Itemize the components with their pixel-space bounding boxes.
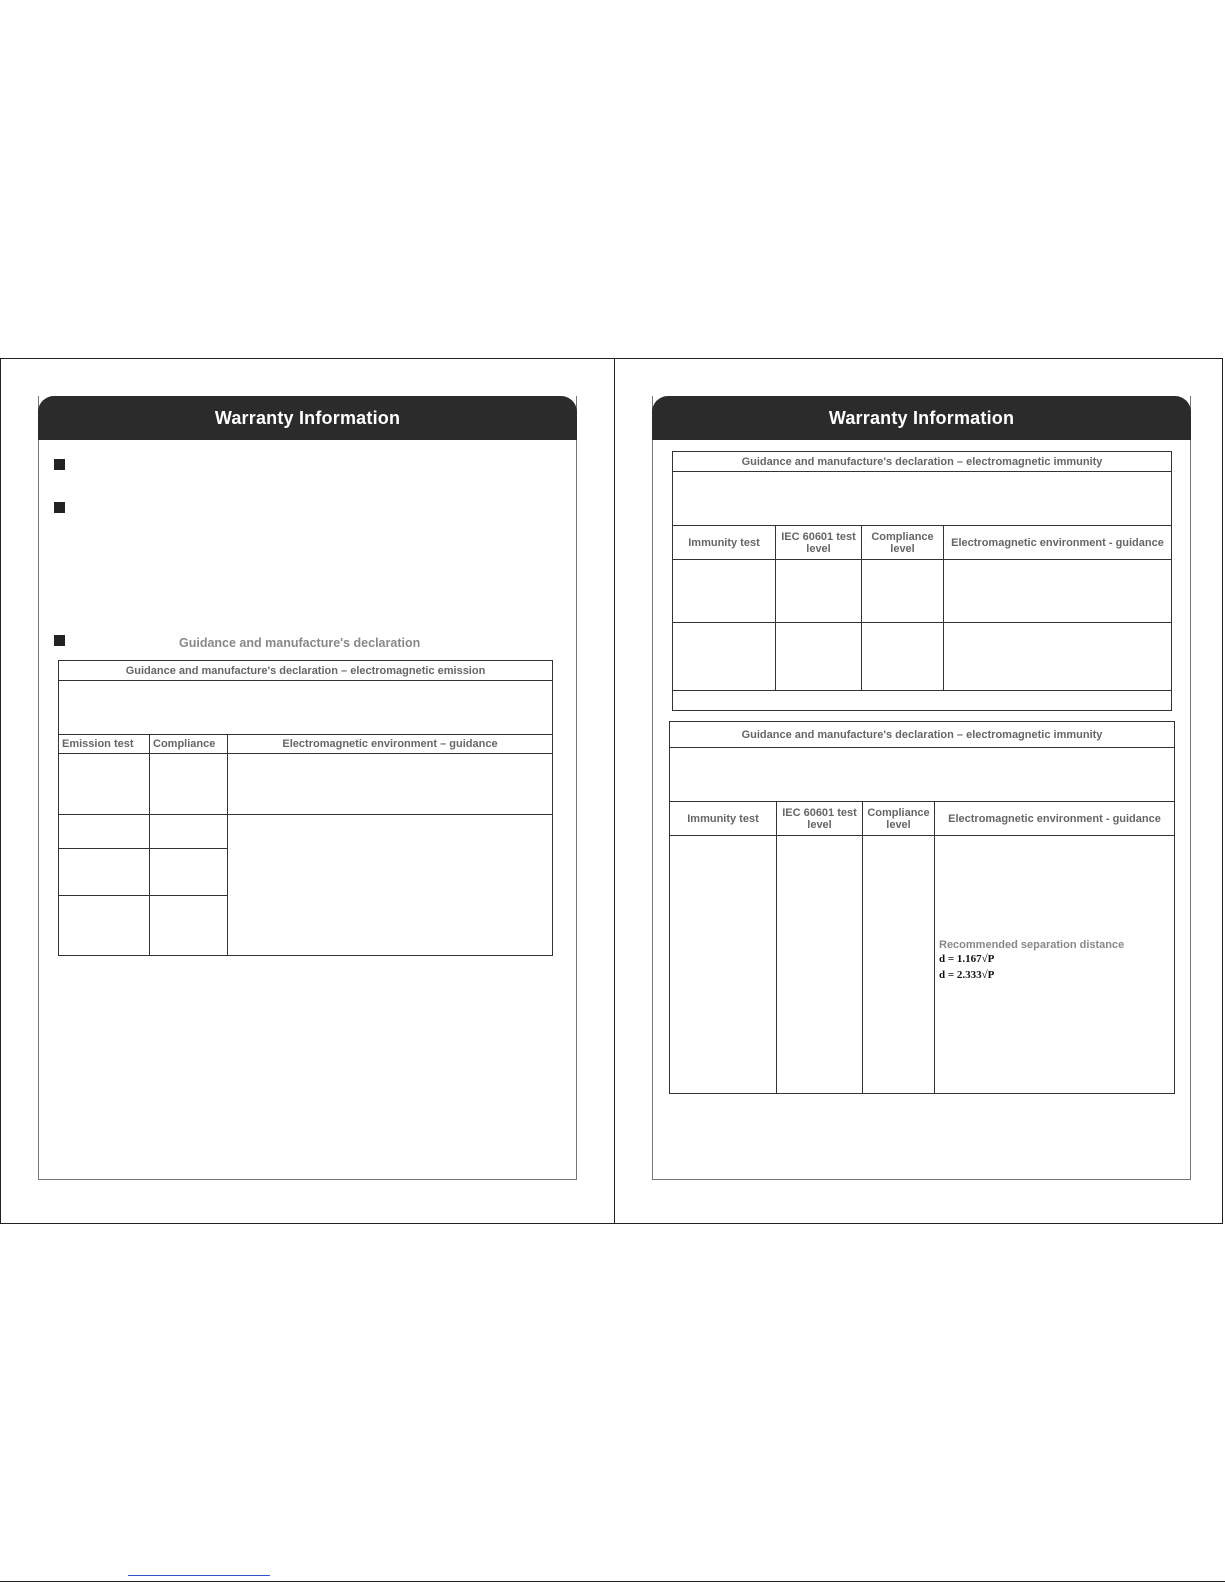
table-cell [673,560,776,623]
emission-intro-cell [59,681,553,735]
table-cell [777,836,863,1094]
header-environment-guidance: Electromagnetic environment - guidance [935,802,1175,836]
section-title: Guidance and manufacture's declaration [179,636,421,650]
emission-table [58,660,553,956]
table-cell [150,849,228,896]
table-cell [862,623,944,691]
table-cell [59,849,150,896]
table-cell [863,836,935,1094]
left-banner-title: Warranty Information [38,396,577,440]
immunity-table-2-caption: Guidance and manufacture's declaration – electromagnetic immunity [670,722,1175,748]
table-cell [150,754,228,815]
table-cell [150,896,228,956]
header-compliance-level: Compliance level [862,526,944,560]
header-environment-guidance: Electromagnetic environment - guidance [944,526,1172,560]
emission-table-caption: Guidance and manufacture's declaration – electromagnetic emission [59,661,553,681]
right-page [652,396,1191,1180]
table-cell [776,623,862,691]
table-cell [228,754,553,815]
table-cell [862,560,944,623]
formula-2: d = 2.333√P [939,969,995,981]
table-cell [670,836,777,1094]
immunity-intro-cell [670,748,1175,802]
immunity-table-1 [672,451,1172,711]
table-cell [150,815,228,849]
table-cell [944,623,1172,691]
table-cell [59,754,150,815]
formula-1: d = 1.167√P [939,953,995,965]
header-immunity-test: Immunity test [673,526,776,560]
immunity-intro-cell [673,472,1172,526]
header-emission-test: Emission test [59,735,150,754]
immunity-note-cell [673,691,1172,711]
immunity-table-2 [669,721,1175,1094]
header-compliance: Compliance [150,735,228,754]
footer-rule [0,1581,1225,1582]
header-immunity-test: Immunity test [670,802,777,836]
header-compliance-level: Compliance level [863,802,935,836]
header-iec-test-level: IEC 60601 test level [776,526,862,560]
table-cell [673,623,776,691]
page-divider [614,358,615,1224]
table-cell [228,815,553,956]
table-cell [776,560,862,623]
header-environment-guidance: Electromagnetic environment – guidance [228,735,553,754]
table-cell [59,815,150,849]
right-banner-title: Warranty Information [652,396,1191,440]
header-iec-test-level: IEC 60601 test level [777,802,863,836]
recommended-separation-label: Recommended separation distance [939,939,1125,951]
bullet-icon [54,635,65,646]
table-cell [59,896,150,956]
left-page [38,396,577,1180]
bullet-icon [54,459,65,470]
footer-link-underline [128,1575,270,1576]
immunity-table-1-caption: Guidance and manufacture's declaration – electromagnetic immunity [673,452,1172,472]
table-cell [944,560,1172,623]
bullet-icon [54,502,65,513]
